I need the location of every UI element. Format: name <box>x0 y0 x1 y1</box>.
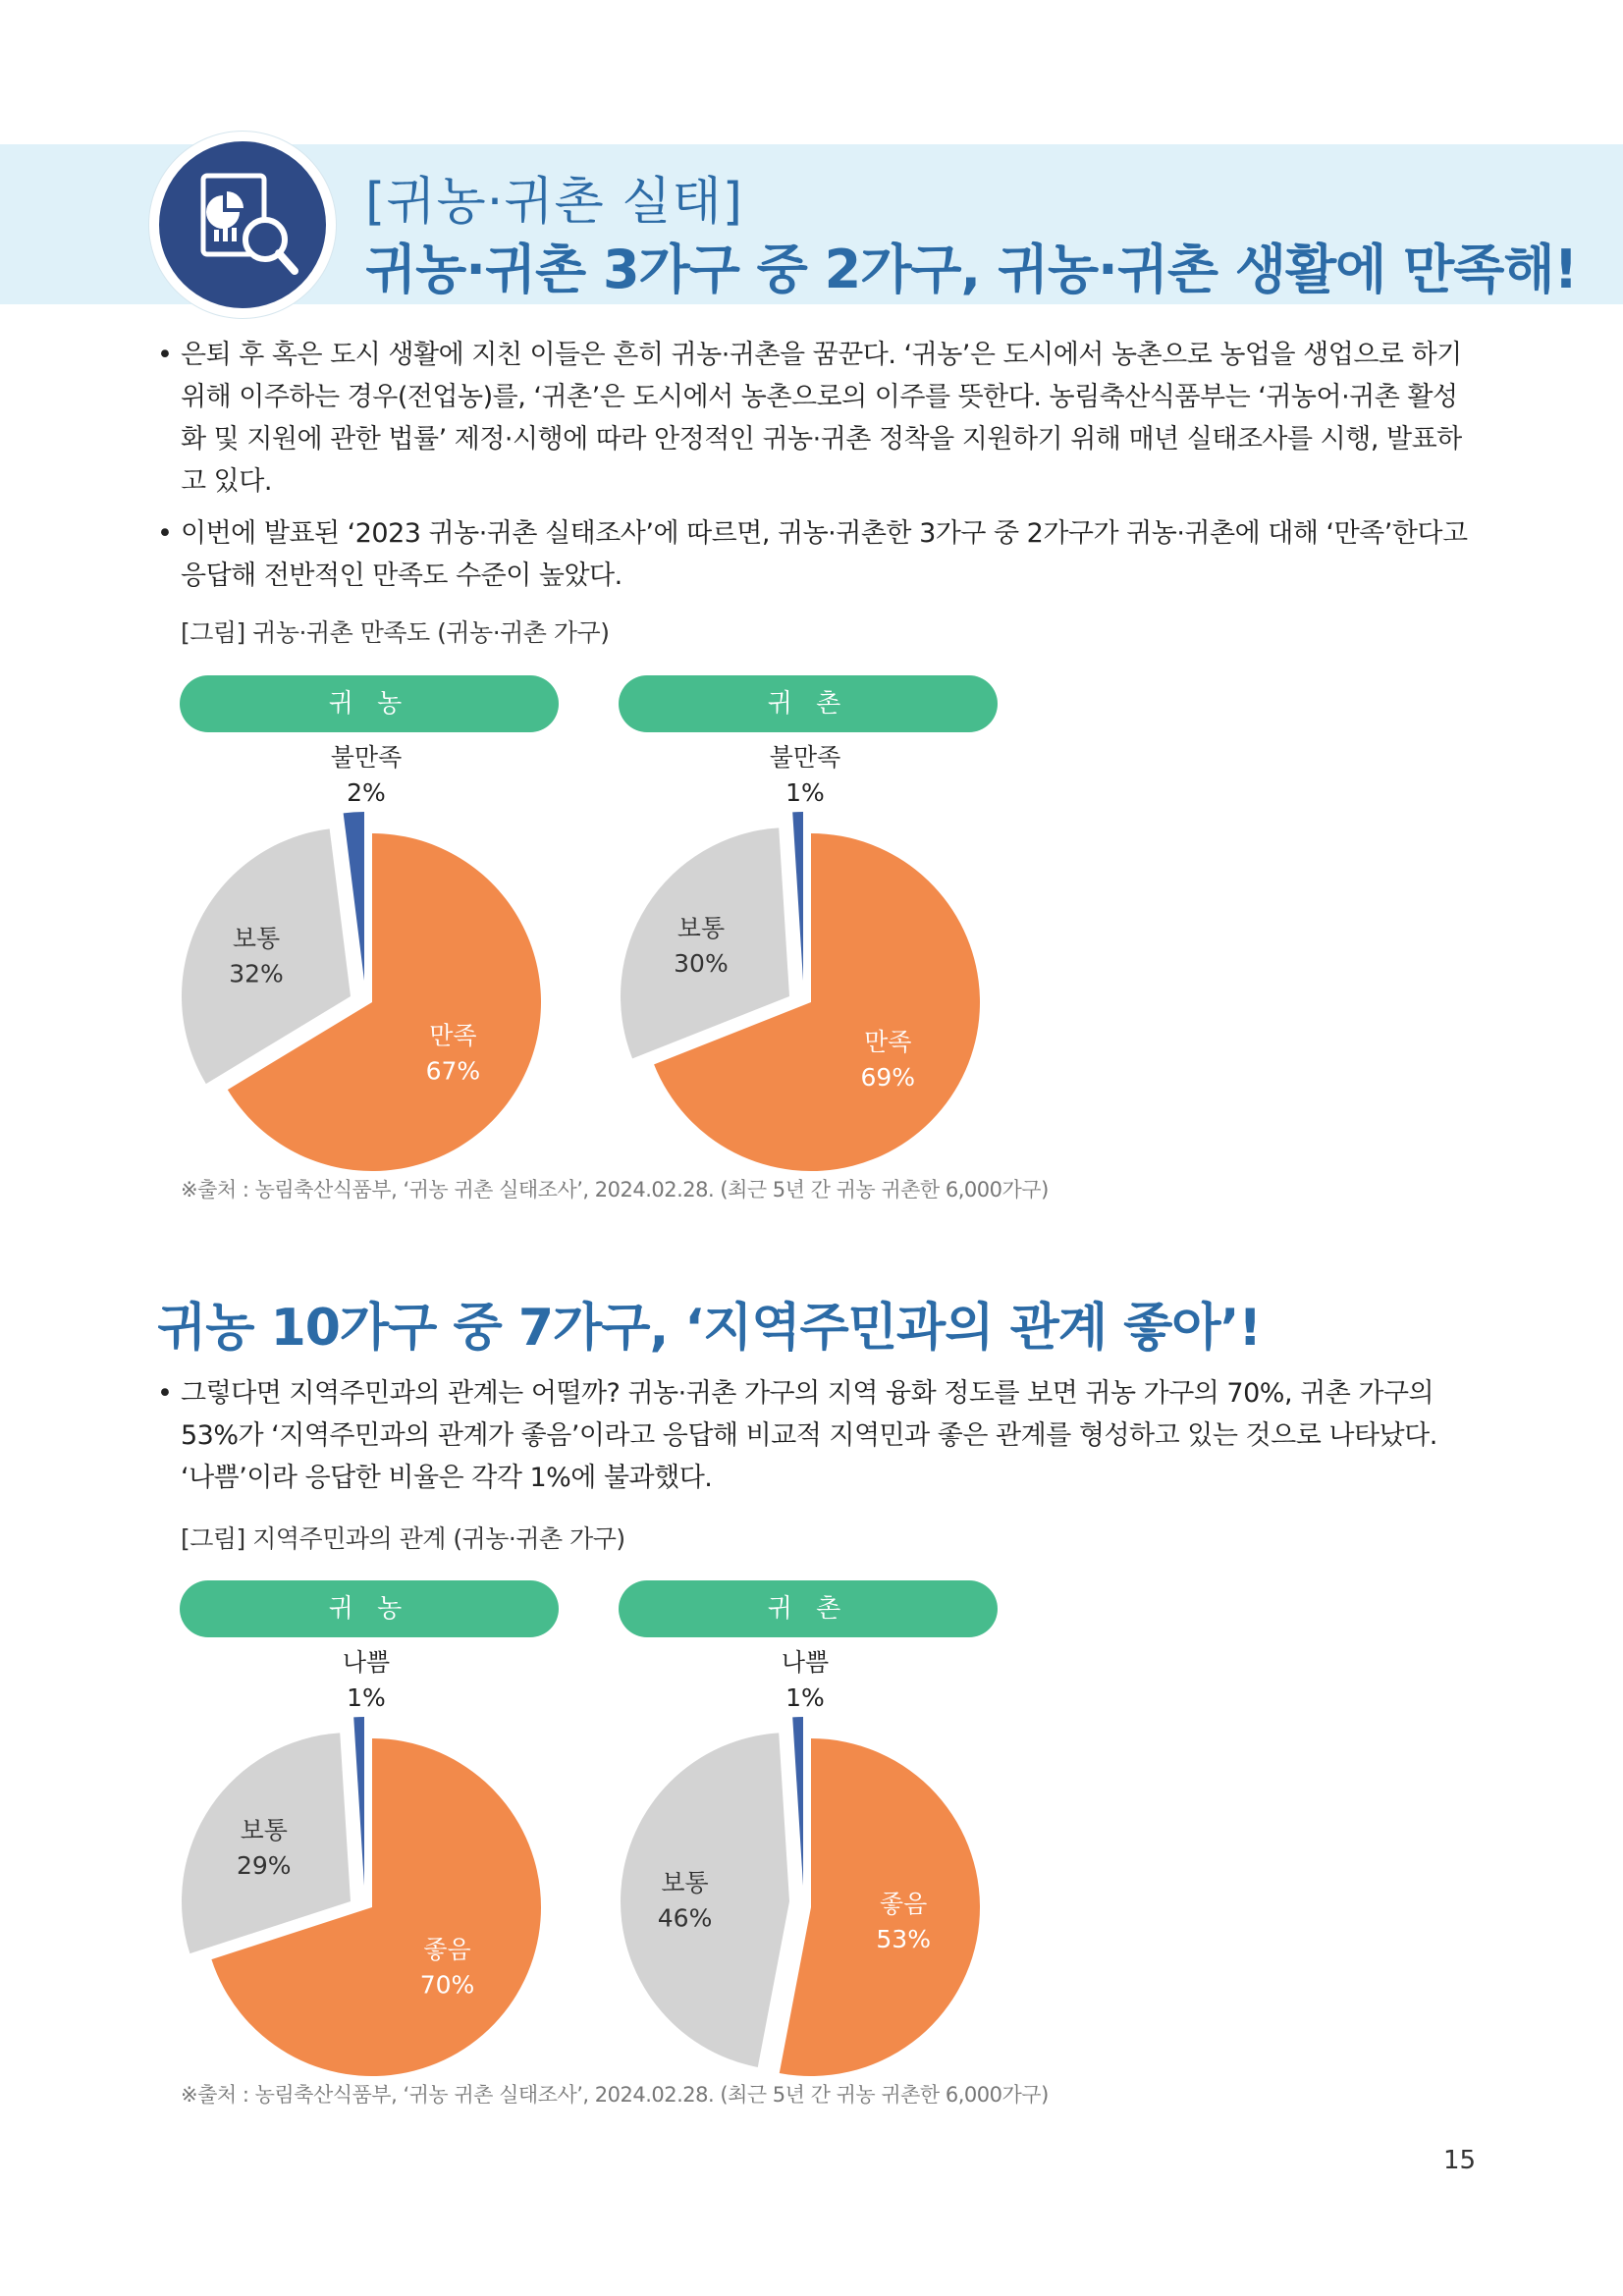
pie-value-neutral: 30% <box>674 948 729 978</box>
pie-value-neutral: 46% <box>657 1903 713 1933</box>
page-number: 15 <box>1443 2146 1477 2175</box>
pie-label-small: 나쁨 <box>781 1648 830 1677</box>
bullet-paragraph: • 이번에 발표된 ‘2023 귀농·귀촌 실태조사’에 따르면, 귀농·귀촌한 3가구 중 2가구가 귀농·귀촌에 대해 ‘만족’한다고 응답해 전반적인 만족도 수준이 높았다. <box>157 512 1473 597</box>
pie-label-small: 나쁨 <box>342 1648 391 1677</box>
pie-chart-relation-rural <box>619 1641 1011 2083</box>
chart-title-pill: 귀 촌 <box>619 1580 998 1637</box>
pie-slice-small <box>792 1717 803 1886</box>
pie-label-main: 만족 <box>429 1021 477 1050</box>
pie-label-neutral: 보통 <box>676 913 726 942</box>
section1-bullets <box>157 334 1473 607</box>
pie-slice-small <box>792 812 803 981</box>
header-kicker: [귀농·귀촌 실태] <box>365 173 744 232</box>
pie-label-neutral: 보통 <box>240 1816 288 1845</box>
figure-caption: [그림] 귀농·귀촌 만족도 (귀농·귀촌 가구) <box>181 618 610 647</box>
chart-title-pill: 귀 농 <box>180 1580 559 1637</box>
pie-slice-small <box>353 1717 364 1886</box>
pie-chart-relation-farm <box>180 1641 572 2083</box>
bullet-paragraph: • 그렇다면 지역주민과의 관계는 어떨까? 귀농·귀촌 가구의 지역 융화 정도를 보면 귀농 가구의 70%, 귀촌 가구의 53%가 ‘지역주민과의 관계가 좋음’이라고 응답해 비교적 지역민과 좋은 관계를 형성하고 있는 것으로 나타났다. ‘나쁨’이라 응답한 비율은 각각 1%에 불과했다. <box>157 1372 1473 1499</box>
pie-label-neutral: 보통 <box>661 1868 709 1897</box>
source-note: ※출처 : 농림축산식품부, ‘귀농 귀촌 실태조사’, 2024.02.28. (최근 5년 간 귀농 귀촌한 6,000가구) <box>181 2083 1049 2107</box>
pie-value-small: 1% <box>785 778 825 807</box>
pie-label-small: 불만족 <box>769 743 841 772</box>
bullet-paragraph: • 은퇴 후 혹은 도시 생활에 지친 이들은 흔히 귀농·귀촌을 꿈꾼다. ‘귀농’은 도시에서 농촌으로 농업을 생업으로 하기 위해 이주하는 경우(전업농)를, ‘귀촌’은 도시에서 농촌으로의 이주를 뜻한다. 농림축산식품부는 ‘귀농어·귀촌 활성화 및 지원에 관한 법률’ 제정·시행에 따라 안정적인 귀농·귀촌 정착을 지원하기 위해 매년 실태조사를 시행, 발표하고 있다. <box>157 334 1473 503</box>
pie-value-neutral: 32% <box>229 959 284 988</box>
pie-slice-neutral <box>621 1733 789 2067</box>
pie-value-small: 1% <box>347 1683 386 1712</box>
header-badge <box>149 132 336 318</box>
pie-value-main: 69% <box>860 1063 916 1093</box>
pie-value-small: 2% <box>347 778 386 807</box>
pie-label-main: 좋음 <box>880 1889 928 1918</box>
chart-title-pill: 귀 촌 <box>619 675 998 732</box>
pie-value-main: 67% <box>425 1056 481 1086</box>
pie-chart-satisfaction-rural <box>619 736 1011 1178</box>
pie-label-main: 좋음 <box>423 1935 471 1964</box>
pie-value-main: 70% <box>419 1970 475 2000</box>
chart-magnifier-icon <box>149 132 336 318</box>
chart-title-pill: 귀 농 <box>180 675 559 732</box>
pie-label-neutral: 보통 <box>232 924 281 953</box>
pie-value-neutral: 29% <box>237 1851 292 1881</box>
figure-caption: [그림] 지역주민과의 관계 (귀농·귀촌 가구) <box>181 1524 625 1553</box>
section-heading: 귀농 10가구 중 7가구, ‘지역주민과의 관계 좋아’! <box>157 1299 1262 1358</box>
section2-bullets <box>157 1372 1473 1509</box>
pie-label-main: 만족 <box>864 1028 912 1057</box>
source-note: ※출처 : 농림축산식품부, ‘귀농 귀촌 실태조사’, 2024.02.28. (최근 5년 간 귀농 귀촌한 6,000가구) <box>181 1178 1049 1201</box>
pie-value-main: 53% <box>876 1924 931 1953</box>
pie-label-small: 불만족 <box>330 743 403 772</box>
pie-slice-small <box>344 812 364 981</box>
pie-chart-satisfaction-farm <box>180 736 572 1178</box>
page-title: 귀농·귀촌 3가구 중 2가구, 귀농·귀촌 생활에 만족해! <box>365 239 1578 300</box>
pie-value-small: 1% <box>785 1683 825 1712</box>
